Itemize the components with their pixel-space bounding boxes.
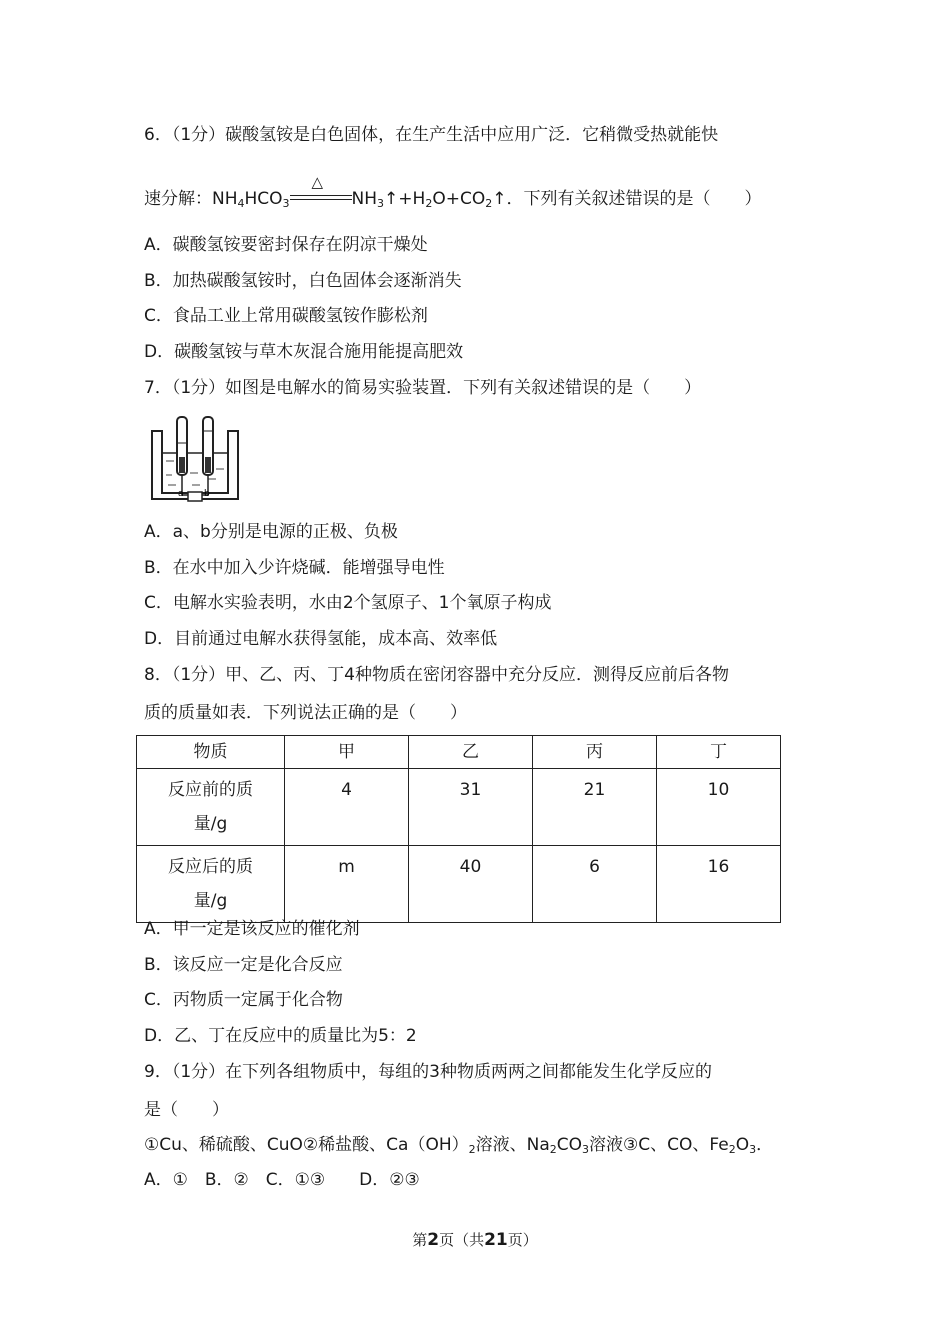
- q7-stem: 7．（1分）如图是电解水的简易实验装置．下列有关叙述错误的是（ ）: [144, 378, 702, 398]
- q7-option-c: C．电解水实验表明，水由2个氢原子、1个氧原子构成: [144, 593, 552, 613]
- q8-option-b: B．该反应一定是化合反应: [144, 955, 343, 975]
- q6-option-d: D．碳酸氢铵与草木灰混合施用能提高肥效: [144, 342, 464, 362]
- table-header-cell: 丁: [657, 736, 781, 769]
- electrode-label-a: a: [178, 489, 184, 499]
- table-cell: 31: [409, 769, 533, 846]
- page-footer: 第2页（共21页）: [412, 1230, 538, 1250]
- table-cell: 6: [533, 846, 657, 923]
- table-row-label: 反应前的质 量/g: [137, 769, 285, 846]
- q9-stem-line2: 是（ ）: [144, 1100, 229, 1120]
- electrolysis-apparatus-figure: [146, 413, 244, 505]
- table-cell: m: [285, 846, 409, 923]
- q9-substance-groups: ①Cu、稀硫酸、CuO②稀盐酸、$Ca(OH)_2$溶液、$Na_2CO_3$溶液③C、CO、$Fe_2O_3$．: [144, 1135, 774, 1156]
- q7-option-d: D．目前通过电解水获得氢能，成本高、效率低: [144, 629, 498, 649]
- table-cell: 4: [285, 769, 409, 846]
- table-cell: 40: [409, 846, 533, 923]
- q8-option-d: D．乙、丁在反应中的质量比为5：2: [144, 1026, 417, 1046]
- q8-stem-line1: 8．（1分）甲、乙、丙、丁4种物质在密闭容器中充分反应．测得反应前后各物: [144, 665, 729, 685]
- q8-option-c: C．丙物质一定属于化合物: [144, 990, 343, 1010]
- table-header-row: [137, 736, 781, 769]
- table-header-cell: 乙: [409, 736, 533, 769]
- table-row-label: 反应后的质 量/g: [137, 846, 285, 923]
- q6-stem-line2: 速分解：$NH_4HCO_3$ △ $NH_3↑+H_2O+CO_2↑$．下列有关叙述错误的是（ ）: [144, 186, 761, 212]
- table-row: [137, 769, 781, 846]
- q7-option-b: B．在水中加入少许烧碱．能增强导电性: [144, 558, 445, 578]
- q6-option-b: B．加热碳酸氢铵时，白色固体会逐渐消失: [144, 271, 462, 291]
- reaction-condition-arrow: [290, 173, 352, 211]
- q7-option-a: A．a、b分别是电源的正极、负极: [144, 522, 398, 542]
- mass-table: [136, 735, 781, 923]
- q6-stem-line1: 6．（1分）碳酸氢铵是白色固体，在生产生活中应用广泛．它稍微受热就能快: [144, 125, 719, 145]
- electrode-label-b: b: [204, 489, 210, 499]
- q9-stem-line1: 9．（1分）在下列各组物质中，每组的3种物质两两之间都能发生化学反应的: [144, 1062, 712, 1082]
- table-header-cell: 甲: [285, 736, 409, 769]
- q8-stem-line2: 质的质量如表．下列说法正确的是（ ）: [144, 703, 467, 723]
- table-row: [137, 846, 781, 923]
- q9-options: A．① B．② C．①③ D．②③: [144, 1170, 420, 1190]
- q6-option-c: C．食品工业上常用碳酸氢铵作膨松剂: [144, 306, 428, 326]
- table-header-cell: 丙: [533, 736, 657, 769]
- q8-option-a: A．甲一定是该反应的催化剂: [144, 919, 360, 939]
- current-page-number: 2: [427, 1230, 440, 1250]
- table-cell: 21: [533, 769, 657, 846]
- table-cell: 10: [657, 769, 781, 846]
- heat-symbol: △: [311, 173, 324, 191]
- table-cell: 16: [657, 846, 781, 923]
- total-pages: 21: [484, 1230, 508, 1250]
- q6-option-a: A．碳酸氢铵要密封保存在阴凉干燥处: [144, 235, 428, 255]
- table-header-cell: 物质: [137, 736, 285, 769]
